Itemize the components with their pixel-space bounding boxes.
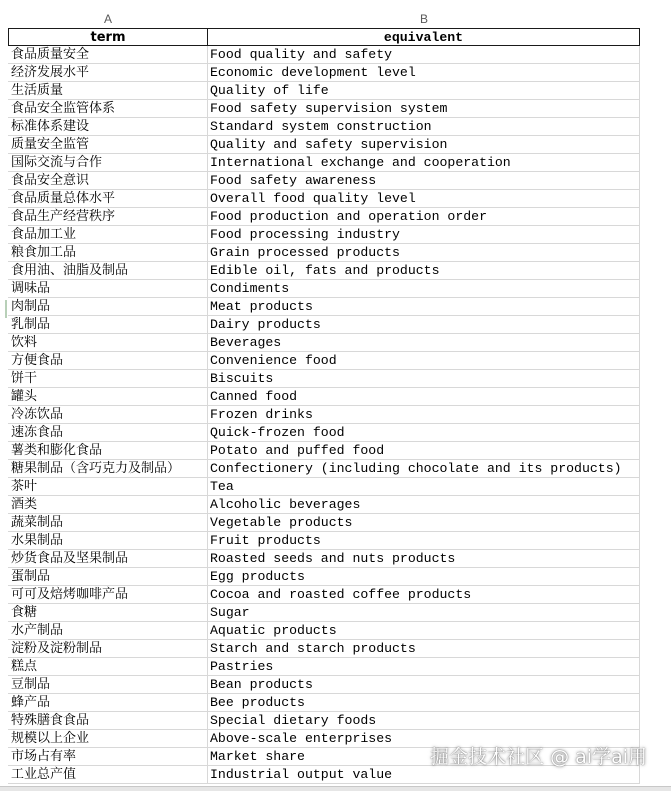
horizontal-scrollbar[interactable] bbox=[0, 786, 671, 791]
equivalent-cell[interactable]: Beverages bbox=[208, 334, 640, 352]
equivalent-cell[interactable]: Pastries bbox=[208, 658, 640, 676]
equivalent-cell[interactable]: Canned food bbox=[208, 388, 640, 406]
equivalent-cell[interactable]: Edible oil, fats and products bbox=[208, 262, 640, 280]
table-row bbox=[0, 622, 671, 640]
term-cell[interactable]: 豆制品 bbox=[8, 676, 208, 694]
equivalent-cell[interactable]: Economic development level bbox=[208, 64, 640, 82]
term-cell[interactable]: 特殊膳食食品 bbox=[8, 712, 208, 730]
table-row bbox=[0, 298, 671, 316]
table-row bbox=[0, 604, 671, 622]
term-cell[interactable]: 规模以上企业 bbox=[8, 730, 208, 748]
term-cell[interactable]: 粮食加工品 bbox=[8, 244, 208, 262]
table-row bbox=[0, 712, 671, 730]
term-cell[interactable]: 蔬菜制品 bbox=[8, 514, 208, 532]
equivalent-cell[interactable]: Special dietary foods bbox=[208, 712, 640, 730]
equivalent-cell[interactable]: Food processing industry bbox=[208, 226, 640, 244]
watermark: 掘金技术社区 @ ai学ai用 bbox=[430, 746, 647, 768]
table-row bbox=[0, 370, 671, 388]
table-row bbox=[0, 514, 671, 532]
term-cell[interactable]: 淀粉及淀粉制品 bbox=[8, 640, 208, 658]
equivalent-cell[interactable]: Quick-frozen food bbox=[208, 424, 640, 442]
table-row bbox=[0, 280, 671, 298]
equivalent-cell[interactable]: Dairy products bbox=[208, 316, 640, 334]
term-cell[interactable]: 国际交流与合作 bbox=[8, 154, 208, 172]
equivalent-cell[interactable]: Sugar bbox=[208, 604, 640, 622]
table-row bbox=[0, 334, 671, 352]
term-cell[interactable]: 水果制品 bbox=[8, 532, 208, 550]
table-row bbox=[0, 208, 671, 226]
equivalent-cell[interactable]: Industrial output value bbox=[208, 766, 640, 784]
table-row bbox=[0, 154, 671, 172]
term-cell[interactable]: 水产制品 bbox=[8, 622, 208, 640]
term-cell[interactable]: 乳制品 bbox=[8, 316, 208, 334]
table-row bbox=[0, 190, 671, 208]
equivalent-cell[interactable]: Frozen drinks bbox=[208, 406, 640, 424]
term-cell[interactable]: 工业总产值 bbox=[8, 766, 208, 784]
term-cell[interactable]: 炒货食品及坚果制品 bbox=[8, 550, 208, 568]
equivalent-cell[interactable]: Potato and puffed food bbox=[208, 442, 640, 460]
term-cell[interactable]: 薯类和膨化食品 bbox=[8, 442, 208, 460]
equivalent-cell[interactable]: Food production and operation order bbox=[208, 208, 640, 226]
term-cell[interactable]: 食品安全监管体系 bbox=[8, 100, 208, 118]
term-cell[interactable]: 酒类 bbox=[8, 496, 208, 514]
table-row bbox=[0, 424, 671, 442]
table-row bbox=[0, 442, 671, 460]
equivalent-cell[interactable]: Biscuits bbox=[208, 370, 640, 388]
table-row bbox=[0, 172, 671, 190]
equivalent-cell[interactable]: Cocoa and roasted coffee products bbox=[208, 586, 640, 604]
equivalent-cell[interactable]: Convenience food bbox=[208, 352, 640, 370]
term-cell[interactable]: 饮料 bbox=[8, 334, 208, 352]
equivalent-cell[interactable]: Fruit products bbox=[208, 532, 640, 550]
equivalent-cell[interactable]: Meat products bbox=[208, 298, 640, 316]
term-cell[interactable]: 速冻食品 bbox=[8, 424, 208, 442]
table-row bbox=[0, 316, 671, 334]
equivalent-cell[interactable]: Standard system construction bbox=[208, 118, 640, 136]
term-cell[interactable]: 食品加工业 bbox=[8, 226, 208, 244]
table-row bbox=[0, 352, 671, 370]
equivalent-cell[interactable]: Above-scale enterprises bbox=[208, 730, 640, 748]
term-cell[interactable]: 饼干 bbox=[8, 370, 208, 388]
header-row bbox=[0, 28, 671, 46]
table-row bbox=[0, 568, 671, 586]
equivalent-cell[interactable]: Food safety awareness bbox=[208, 172, 640, 190]
table-row bbox=[0, 388, 671, 406]
equivalent-cell[interactable]: International exchange and cooperation bbox=[208, 154, 640, 172]
term-cell[interactable]: 生活质量 bbox=[8, 82, 208, 100]
header-cell-equivalent[interactable]: equivalent bbox=[208, 28, 640, 46]
equivalent-cell[interactable]: Alcoholic beverages bbox=[208, 496, 640, 514]
table-row bbox=[0, 118, 671, 136]
term-cell[interactable]: 肉制品 bbox=[8, 298, 208, 316]
table-row bbox=[0, 406, 671, 424]
term-cell[interactable]: 蛋制品 bbox=[8, 568, 208, 586]
term-cell[interactable]: 茶叶 bbox=[8, 478, 208, 496]
term-cell[interactable]: 方便食品 bbox=[8, 352, 208, 370]
table-row bbox=[0, 82, 671, 100]
equivalent-cell[interactable]: Egg products bbox=[208, 568, 640, 586]
column-header-a[interactable]: A bbox=[103, 12, 112, 26]
table-row bbox=[0, 658, 671, 676]
term-cell[interactable]: 蜂产品 bbox=[8, 694, 208, 712]
equivalent-cell[interactable]: Tea bbox=[208, 478, 640, 496]
table-row bbox=[0, 100, 671, 118]
table-row bbox=[0, 226, 671, 244]
term-cell[interactable]: 食品质量安全 bbox=[8, 46, 208, 64]
table-row bbox=[0, 478, 671, 496]
table-row bbox=[0, 532, 671, 550]
term-cell[interactable]: 糕点 bbox=[8, 658, 208, 676]
term-cell[interactable]: 食糖 bbox=[8, 604, 208, 622]
equivalent-cell[interactable]: Vegetable products bbox=[208, 514, 640, 532]
equivalent-cell[interactable]: Grain processed products bbox=[208, 244, 640, 262]
equivalent-cell[interactable]: Food quality and safety bbox=[208, 46, 640, 64]
term-cell[interactable]: 经济发展水平 bbox=[8, 64, 208, 82]
term-cell[interactable]: 标准体系建设 bbox=[8, 118, 208, 136]
table-row bbox=[0, 262, 671, 280]
equivalent-cell[interactable]: Roasted seeds and nuts products bbox=[208, 550, 640, 568]
term-cell[interactable]: 冷冻饮品 bbox=[8, 406, 208, 424]
equivalent-cell[interactable]: Quality of life bbox=[208, 82, 640, 100]
table-row bbox=[0, 136, 671, 154]
table-row bbox=[0, 496, 671, 514]
term-cell[interactable]: 调味品 bbox=[8, 280, 208, 298]
column-header-b[interactable]: B bbox=[419, 12, 428, 26]
equivalent-cell[interactable]: Bean products bbox=[208, 676, 640, 694]
equivalent-cell[interactable]: Bee products bbox=[208, 694, 640, 712]
equivalent-cell[interactable]: Overall food quality level bbox=[208, 190, 640, 208]
term-cell[interactable]: 市场占有率 bbox=[8, 748, 208, 766]
header-cell-term[interactable]: term bbox=[8, 28, 208, 46]
term-cell[interactable]: 食品安全意识 bbox=[8, 172, 208, 190]
table-row bbox=[0, 244, 671, 262]
term-cell[interactable]: 质量安全监管 bbox=[8, 136, 208, 154]
table-row bbox=[0, 550, 671, 568]
term-cell[interactable]: 罐头 bbox=[8, 388, 208, 406]
term-cell[interactable]: 食用油、油脂及制品 bbox=[8, 262, 208, 280]
equivalent-cell[interactable]: Market share bbox=[208, 748, 640, 766]
table-row bbox=[0, 46, 671, 64]
table-row bbox=[0, 676, 671, 694]
term-cell[interactable]: 食品生产经营秩序 bbox=[8, 208, 208, 226]
table-row bbox=[0, 586, 671, 604]
table-row bbox=[0, 694, 671, 712]
table-row bbox=[0, 640, 671, 658]
equivalent-cell[interactable]: Food safety supervision system bbox=[208, 100, 640, 118]
equivalent-cell[interactable]: Confectionery (including chocolate and its products) bbox=[208, 460, 640, 478]
term-cell[interactable]: 食品质量总体水平 bbox=[8, 190, 208, 208]
table-row bbox=[0, 460, 671, 478]
equivalent-cell[interactable]: Aquatic products bbox=[208, 622, 640, 640]
equivalent-cell[interactable]: Condiments bbox=[208, 280, 640, 298]
equivalent-cell[interactable]: Quality and safety supervision bbox=[208, 136, 640, 154]
term-cell[interactable]: 可可及焙烤咖啡产品 bbox=[8, 586, 208, 604]
column-header-row bbox=[0, 10, 671, 28]
term-cell[interactable]: 糖果制品（含巧克力及制品） bbox=[8, 460, 208, 478]
equivalent-cell[interactable]: Starch and starch products bbox=[208, 640, 640, 658]
table-row bbox=[0, 64, 671, 82]
